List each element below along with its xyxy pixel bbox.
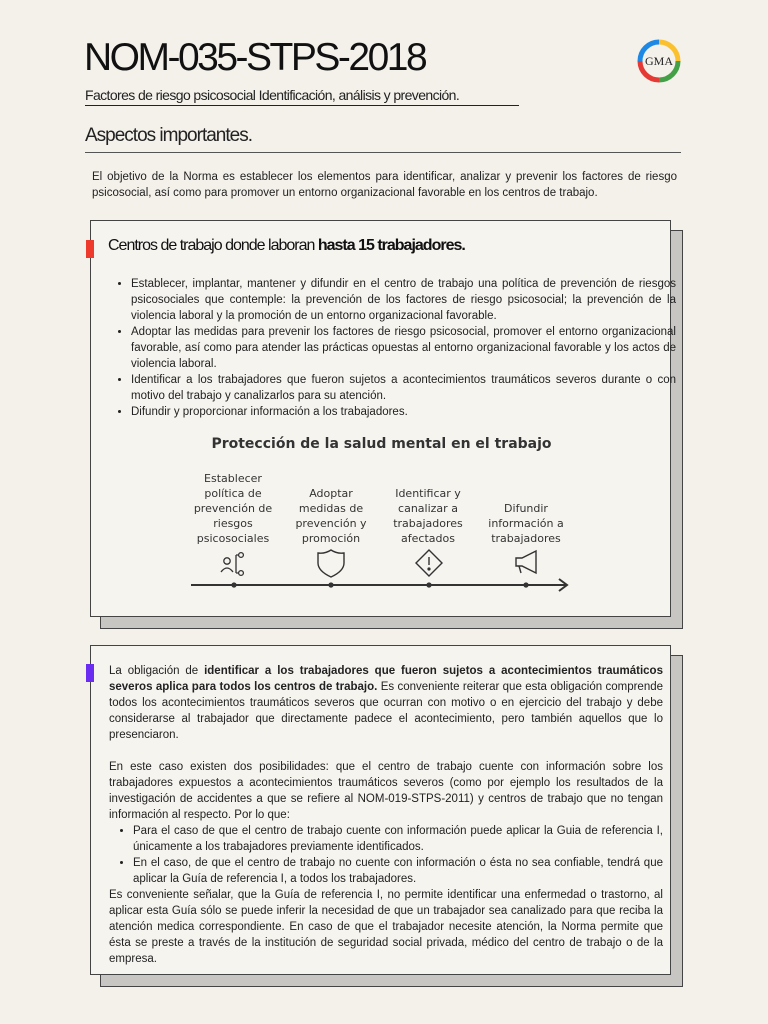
list-item: • Identificar a los trabajadores que fueron sujetos a acontecimientos traumáticos severos durante o con motivo del trabajo y canalizarlos para su atención. [131, 372, 676, 404]
warning-icon [416, 550, 442, 576]
step-label-identify: Identificar y canalizar a trabajadores afectados [393, 487, 463, 545]
timeline-dot [426, 582, 431, 587]
list-item: • En el caso, de que el centro de trabajo no cuente con información o ésta no sea confiable, tendrá que aplicar la Guía de referencia I, a todos los trabajadores. [133, 855, 663, 887]
document-title: NOM-035-STPS-2018 [84, 36, 426, 79]
obligations-list [119, 276, 676, 420]
timeline-dot [328, 582, 333, 587]
list-item: • Establecer, implantar, mantener y difundir en el centro de trabajo una política de prevención de riesgos psicosociales que contemple: la prevención de los factores de riesgo psicosocial; la prevención de la violencia laboral y la promoción de un entorno organizacional favorable. [131, 276, 676, 324]
megaphone-icon [516, 551, 536, 573]
timeline-infographic [91, 541, 672, 601]
step-label-policy: Establecer política de prevención de riesgos psicosociales [193, 472, 273, 545]
small-workplaces-card [90, 220, 676, 617]
list-item: • Adoptar las medidas para prevenir los factores de riesgo psicosocial, promover el entorno organizacional favorable, así como para atender las prácticas opuestas al entorno organizacional favorable y los actos de violencia laboral. [131, 324, 676, 372]
section-heading: Aspectos importantes. [85, 125, 681, 153]
list-item: • Difundir y proporcionar información a los trabajadores. [131, 404, 676, 420]
infographic-title: Protección de la salud mental en el trabajo [211, 436, 552, 452]
card-marker [86, 240, 94, 258]
people-network-icon [221, 553, 243, 576]
paragraph: En este caso existen dos posibilidades: que el centro de trabajo cuente con información sobre los trabajadores expuestos a acontecimientos traumáticos severos (como por ejemplo los resultados de la investigación de accidentes a que se refiere al NOM-019-STPS-2011) y centros de trabajo que no tengan información al respecto. Por lo que: [109, 761, 663, 821]
card-marker [86, 664, 94, 682]
gma-logo [636, 38, 682, 84]
step-label-measures: Adoptar medidas de prevención y promoción [295, 487, 367, 545]
logo-text: GMA [644, 54, 674, 68]
possibilities-list [109, 823, 663, 887]
timeline-dot [231, 582, 236, 587]
card-body [109, 663, 663, 967]
shield-icon [318, 550, 344, 577]
trauma-obligation-card [90, 645, 671, 975]
intro-paragraph: El objetivo de la Norma es establecer los elementos para identificar, analizar y prevenir los factores de riesgo psicosocial, así como para promover un entorno organizacional favorable en los centros de trabajo. [92, 171, 677, 199]
step-label-inform: Difundir información a trabajadores [488, 502, 564, 545]
timeline-dot [523, 582, 528, 587]
paragraph: La obligación de identificar a los trabajadores que fueron sujetos a acontecimientos traumáticos severos aplica para todos los centros de trabajo. Es conveniente reiterar que esta obligación comprende todos los acontecimientos traumáticos severos que ocurran con motivo o en ejercicio del trabajo y debe considerarse al trabajador que directamente padece el acontecimiento, pero también aquellos que lo presenciaron. [109, 665, 664, 741]
list-item: • Para el caso de que el centro de trabajo cuente con información puede aplicar la Guia de referencia I, únicamente a los trabajadores previamente identificados. [133, 823, 663, 855]
document-subtitle: Factores de riesgo psicosocial Identificación, análisis y prevención. [85, 87, 519, 106]
card-title: Centros de trabajo donde laboran hasta 15 trabajadores. [108, 237, 465, 254]
paragraph: Es conveniente señalar, que la Guía de referencia I, no permite identificar una enfermedad o trastorno, al aplicar esta Guía sólo se puede inferir la necesidad de que un trabajador sea canalizado para que reciba la atención medica correspondiente. En caso de que el trabajador necesite atención, la Norma permite que ésta se preste a través de la institución de seguridad social privada, médico del centro de trabajo o de la empresa. [109, 889, 663, 965]
